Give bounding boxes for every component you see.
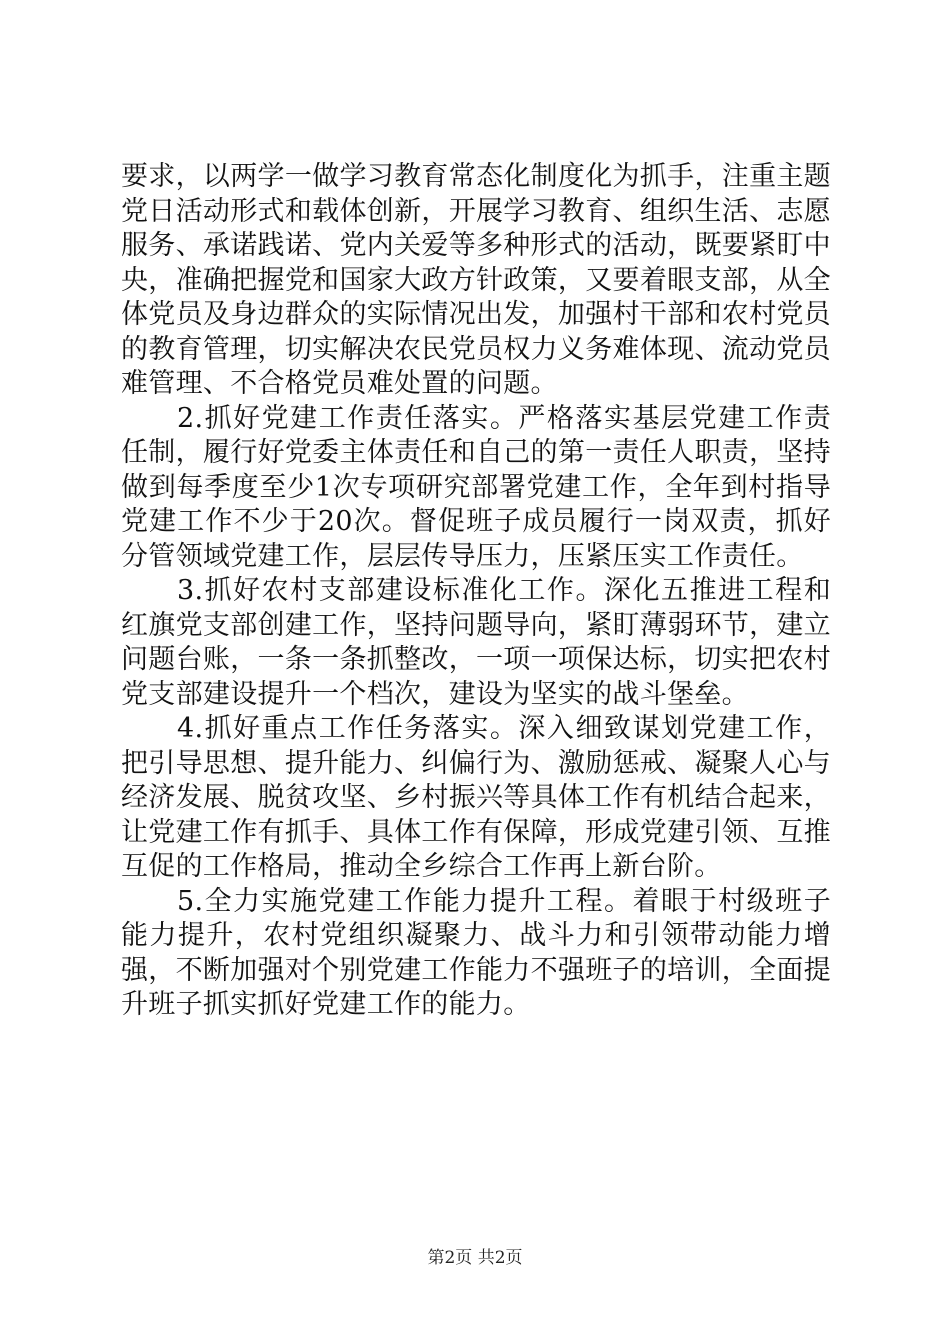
paragraph-item-4: 4.抓好重点工作任务落实。深入细致谋划党建工作，把引导思想、提升能力、纠偏行为、激励惩戒、凝聚人心与经济发展、脱贫攻坚、乡村振兴等具体工作有机结合起来，让党建工作有抓手、具体工作有保障，形成党建引领、互推互促的工作格局，推动全乡综合工作再上新台阶。 <box>121 713 831 882</box>
paragraph-continuation: 要求，以两学一做学习教育常态化制度化为抓手，注重主题党日活动形式和载体创新，开展学习教育、组织生活、志愿服务、承诺践诺、党内关爱等多种形式的活动，既要紧盯中央，准确把握党和国家大政方针政策，又要着眼支部，从全体党员及身边群众的实际情况出发，加强村干部和农村党员的教育管理，切实解决农民党员权力义务难体现、流动党员难管理、不合格党员难处置的问题。 <box>121 161 831 399</box>
page-number-footer: 第2页 共2页 <box>427 1248 523 1268</box>
paragraph-item-3: 3.抓好农村支部建设标准化工作。深化五推进工程和红旗党支部创建工作，坚持问题导向，紧盯薄弱环节，建立问题台账，一条一条抓整改，一项一项保达标，切实把农村党支部建设提升一个档次，建设为坚实的战斗堡垒。 <box>121 575 831 710</box>
paragraph-item-2: 2.抓好党建工作责任落实。严格落实基层党建工作责任制，履行好党委主体责任和自己的第一责任人职责，坚持做到每季度至少1次专项研究部署党建工作，全年到村指导党建工作不少于20次。督促班子成员履行一岗双责，抓好分管领域党建工作，层层传导压力，压紧压实工作责任。 <box>121 402 831 572</box>
paragraph-item-5: 5.全力实施党建工作能力提升工程。着眼于村级班子能力提升，农村党组织凝聚力、战斗力和引领带动能力增强，不断加强对个别党建工作能力不强班子的培训，全面提升班子抓实抓好党建工作的能力。 <box>121 885 831 1020</box>
document-body <box>121 160 831 1023</box>
